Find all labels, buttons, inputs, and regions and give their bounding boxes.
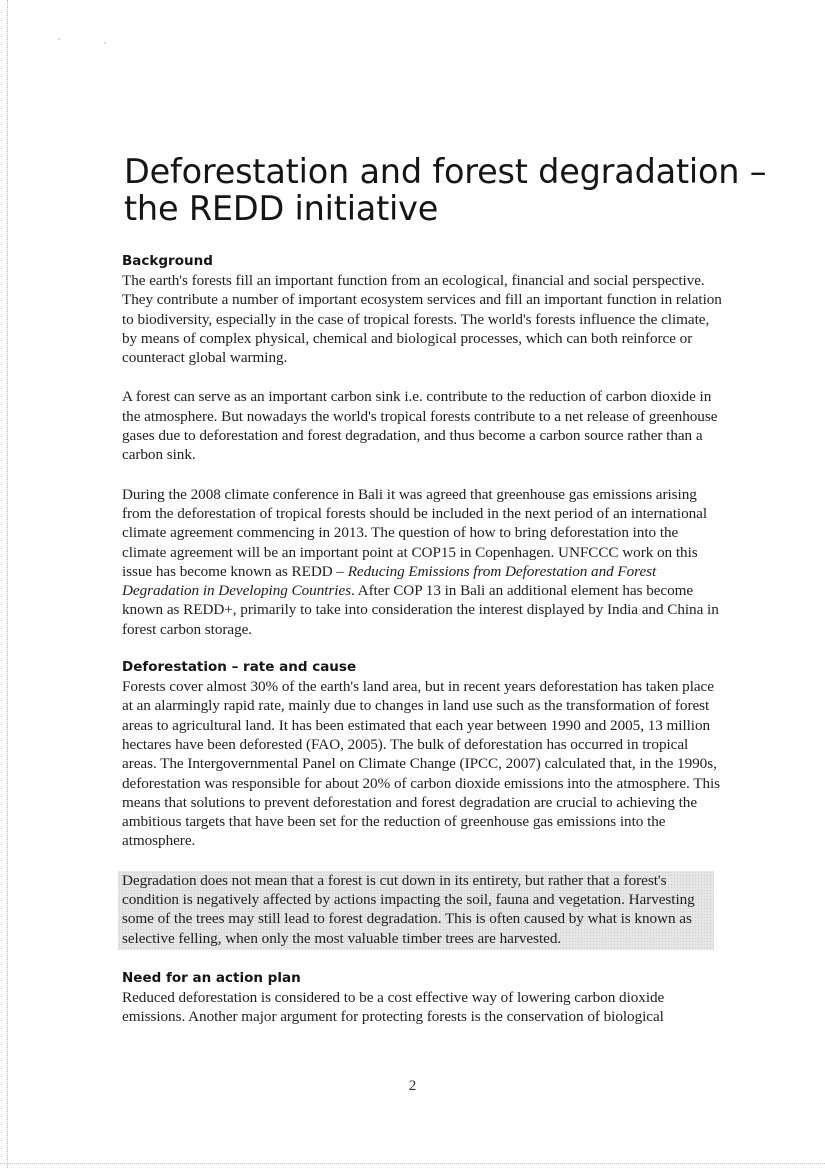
scan-bottom-line <box>0 1163 825 1164</box>
scan-speck <box>58 38 60 40</box>
highlight-box <box>118 871 714 950</box>
paragraph: The earth's forests fill an important function from an ecological, financial and social perspective. They contribute a number of important ecosystem services and fill an important function in relation to biodiversity, especially in the case of tropical forests. The world's forests influence the climate, by means of complex physical, chemical and biological processes, which can both reinforce or counteract global warming. <box>122 272 722 367</box>
document-title: Deforestation and forest degradation – the REDD initiative <box>124 152 767 228</box>
scan-speck <box>104 42 106 44</box>
section-spacer <box>122 639 722 657</box>
section-heading-action-plan: Need for an action plan <box>122 969 301 986</box>
section-spacer <box>122 950 722 968</box>
paragraph-text: . After COP 13 in Bali an additional element has become known as REDD+, primarily to take into consideration the interest displayed by India and China in forest carbon storage. <box>122 582 719 638</box>
document-body <box>122 251 722 1027</box>
highlight-text: Degradation does not mean that a forest is cut down in its entirety, but rather that a forest's condition is negatively affected by actions impacting the soil, fauna and vegetation. Harvesting some of the trees may still lead to forest degradation. This is often caused by what is known as selective felling, when only the most valuable timber trees are harvested. <box>122 871 695 947</box>
paragraph-spacer <box>122 465 722 485</box>
paragraph: A forest can serve as an important carbon sink i.e. contribute to the reduction of carbon dioxide in the atmosphere. But nowadays the world's tropical forests contribute to a net release of greenhouse gases due to deforestation and forest degradation, and thus become a carbon source rather than a carbon sink. <box>122 388 718 464</box>
paragraph-spacer <box>122 851 722 871</box>
section-heading-deforestation: Deforestation – rate and cause <box>122 659 357 676</box>
paragraph-text: During the 2008 climate conference in Bali it was agreed that greenhouse gas emissions arising from the deforestation of tropical forests should be included in the next period of an international climate agreement commencing in 2013. The question of how to bring deforestation into the climate agreement will be an important point at COP15 in Copenhagen. UNFCCC work on this issue has become known as REDD – <box>122 485 708 580</box>
page-number: 2 <box>408 1078 417 1094</box>
paragraph-spacer <box>122 367 722 387</box>
paragraph: Forests cover almost 30% of the earth's land area, but in recent years deforestation has taken place at an alarmingly rapid rate, mainly due to changes in land use such as the transformation of forest areas to agricultural land. It has been estimated that each year between 1990 and 2005, 13 million hectares have been deforested (FAO, 2005). The bulk of deforestation has occurred in tropical areas. The Intergovernmental Panel on Climate Change (IPCC, 2007) calculated that, in the 1990s, deforestation was responsible for about 20% of carbon dioxide emissions into the atmosphere. This means that solutions to prevent deforestation and forest degradation are crucial to achieving the ambitious targets that have been set for the reduction of greenhouse gas emissions into the atmosphere. <box>122 678 721 850</box>
paragraph: Reduced deforestation is considered to be a cost effective way of lowering carbon dioxide emissions. Another major argument for protecting forests is the conservation of biological <box>122 988 665 1026</box>
paragraph <box>122 485 722 639</box>
italic-term: Reducing Emissions from Deforestation and Forest Degradation in Developing Countries <box>122 562 657 600</box>
scan-edge-line <box>7 0 8 1168</box>
section-heading-background: Background <box>122 253 213 269</box>
